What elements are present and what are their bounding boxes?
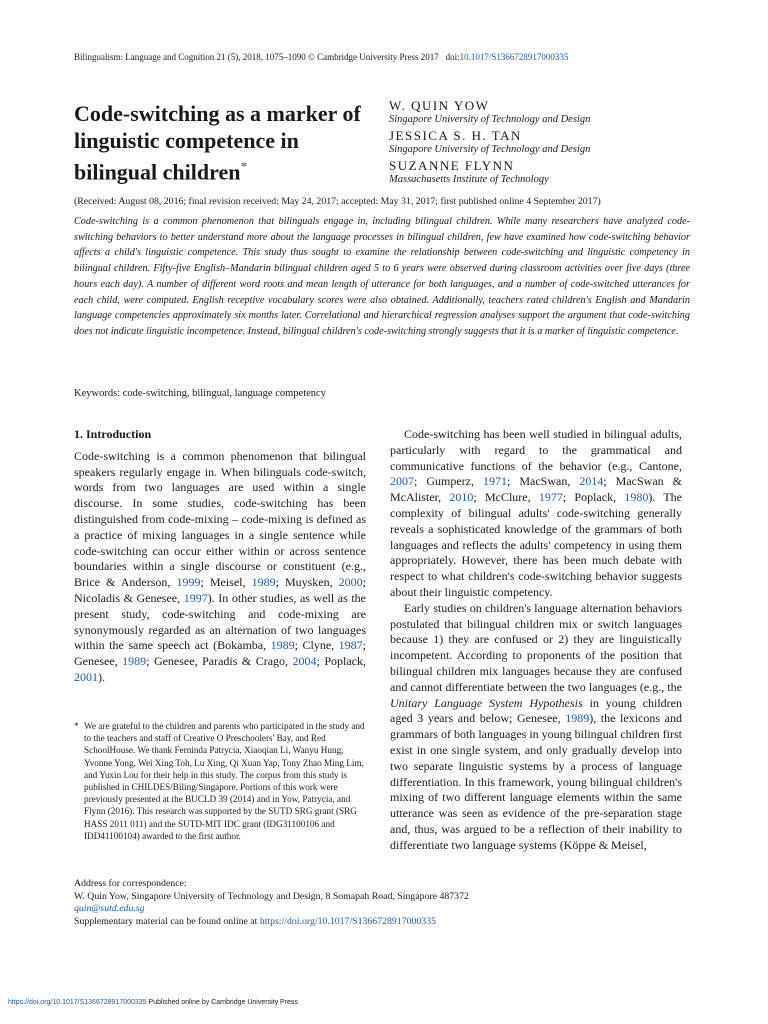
citation-link[interactable]: 1997 — [183, 590, 208, 605]
citation-link[interactable]: 2007 — [390, 474, 414, 489]
author-affiliation: Singapore University of Technology and Design — [389, 144, 591, 155]
running-head — [74, 52, 568, 62]
received-dates: (Received: August 08, 2016; final revision received: May 24, 2017; accepted: May 31, 2017; first published online 4 September 2017) — [74, 196, 601, 207]
citation-link[interactable]: 1980 — [624, 490, 649, 505]
author-block — [389, 98, 709, 188]
author-name: W. QUIN YOW — [389, 98, 490, 113]
author-name: JESSICA S. H. TAN — [389, 128, 522, 143]
citation-link[interactable]: 2004 — [292, 654, 317, 669]
citation-link[interactable]: 2010 — [449, 490, 474, 505]
citation-link[interactable]: 1977 — [538, 490, 563, 505]
citation-link[interactable]: 1971 — [483, 474, 507, 489]
address-line: W. Quin Yow, Singapore University of Technology and Design, 8 Somapah Road, Singapore 487372 — [74, 890, 469, 902]
author-affiliation: Singapore University of Technology and Design — [389, 114, 591, 125]
citation-link[interactable]: 1999 — [176, 575, 201, 590]
article-title — [74, 100, 374, 185]
doi-label: doi: — [445, 52, 460, 62]
footer-doi-link[interactable]: https://doi.org/10.1017/S1366728917000335 — [8, 999, 147, 1006]
footer-text: Published online by Cambridge University Press — [146, 999, 298, 1006]
page-footer — [8, 999, 298, 1006]
citation-link[interactable]: 1987 — [338, 638, 363, 653]
citation-link[interactable]: 1989 — [270, 638, 295, 653]
author-name: SUZANNE FLYNN — [389, 158, 515, 173]
section-heading: 1. Introduction — [74, 427, 152, 441]
citation-link[interactable]: 1989 — [251, 575, 276, 590]
acknowledgement-footnote — [74, 720, 366, 842]
emphasis-term: Unitary Language System Hypothesis — [390, 695, 583, 710]
citation-link[interactable]: 2001 — [74, 669, 98, 684]
supplementary-link[interactable]: https://doi.org/10.1017/S1366728917000335 — [259, 916, 436, 928]
title-footnote-marker[interactable]: * — [240, 160, 248, 175]
citation-link[interactable]: 2000 — [338, 575, 363, 590]
author-affiliation: Massachusetts Institute of Technology — [389, 174, 549, 185]
citation-link[interactable]: 1989 — [565, 711, 590, 726]
email-link[interactable]: quin@sutd.edu.sg — [74, 903, 145, 915]
left-column — [74, 427, 366, 686]
paragraph: Early studies on children's language alternation behaviors postulated that bilingual children mix or switch languages because 1) they are confused or 2) they are linguistically incompetent. According to proponents of the position that bilingual children mix languages because they are confused and cannot differentiate between the two languages (e.g., the Unitary Language System Hypothesis in young children aged 3 years and below; Genesee, 1989), the lexicons and grammars of both languages in young bilingual children first exist in one single system, and only gradually develop into two separate linguistic systems by a process of language differentiation. In this framework, young bilingual children's mixing of two different language elements within the same utterance was seen as evidence of the pre-separation stage and, thus, was argued to be a reflection of their inability to differentiate two language systems (Köppe & Meisel, — [390, 600, 683, 852]
address-label: Address for correspondence: — [74, 878, 187, 889]
doi-link[interactable]: 10.1017/S1366728917000335 — [459, 52, 569, 62]
right-column — [390, 427, 682, 854]
supplementary-line: Supplementary material can be found online at https://doi.org/10.1017/S1366728917000335 — [74, 916, 436, 928]
citation-link[interactable]: 1989 — [122, 654, 147, 669]
correspondence-block — [74, 878, 694, 929]
keywords: Keywords: code-switching, bilingual, language competency — [74, 388, 326, 399]
journal-citation: Bilingualism: Language and Cognition 21 (5), 2018, 1075–1090 © Cambridge University Press 2017 — [74, 52, 439, 62]
article-title-text: Code-switching as a marker of linguistic competence in bilingual children — [74, 101, 361, 185]
paragraph: Code-switching has been well studied in bilingual adults, particularly with regard to the grammatical and communicative functions of the behavior (e.g., Cantone, 2007; Gumperz, 1971; MacSwan, 2014; MacSwan & McAlister, 2010; McClure, 1977; Poplack, 1980). The complexity of bilingual adults' code-switching generally reveals a sophisticated knowledge of the grammars of both languages and reflects the adults' competency in using them appropriately. However, there has been much debate with respect to what children's code-switching behavior suggests about their linguistic competency. — [390, 427, 683, 599]
paragraph: Code-switching is a common phenomenon that bilingual speakers regularly engage in. When bilinguals code-switch, words from two languages are used within a single discourse. In some studies, code-switching has been distinguished from code-mixing – code-mixing is defined as a practice of mixing languages in a single sentence while code-switching can occur either within or across sentence boundaries within a single discourse or constituent (e.g., Brice & Anderson, 1999; Meisel, 1989; Muysken, 2000; Nicoladis & Genesee, 1997). In other studies, as well as the present study, code-switching and code-mixing are synonymously regarded as an alternation of two languages within the same speech act (Bokamba, 1989; Clyne, 1987; Genesee, 1989; Genesee, Paradis & Crago, 2004; Poplack, 2001). — [74, 448, 366, 684]
footnote-text: We are grateful to the children and parents who participated in the study and to the teachers and staff of Creative O Preschoolers' Bay, and Red SchoolHouse. We thank Ferninda Patrycia, Xiaoqian Li, Wanyu Hung, Yvonne Yong, Wei Xing Toh, Lu Xing, Qi Xuan Yap, Tony Zhao Ming Lim, and Yuxin Lou for their help in this study. The corpus from this study is published in CHILDES/Biling/Singapore. Portions of this work were previously presented at the BUCLD 39 (2014) and in Yow, Patrycia, and Flynn (2016). This research was supported by the SUTD SRG grant (SRG HASS 2011 011) and the SUTD-MIT IDC grant (IDG31100106 and IDD41100104) awarded to the first author. — [84, 721, 365, 841]
footnote-marker: * — [74, 721, 79, 731]
citation-link[interactable]: 2014 — [579, 474, 604, 489]
abstract: Code-switching is a common phenomenon that bilinguals engage in, including bilingual children. While many researchers have analyzed code-switching behaviors to better understand more about the language processes in bilingual children, few have examined how code-switching behavior affects a child's linguistic competence. This study thus sought to examine the relationship between code-switching and linguistic competency in bilingual children. Fifty-five English–Mandarin bilingual children aged 5 to 6 years were observed during classroom activities over five days (three hours each day). A number of different word roots and mean length of utterance for both languages, and a number of code-switched utterances for each child, were computed. English receptive vocabulary scores were also obtained. Additionally, teachers rated children's English and Mandarin language competencies approximately six months later. Correlational and hierarchical regression analyses support the argument that code-switching does not indicate linguistic incompetence. Instead, bilingual children's code-switching strongly suggests that it is a marker of linguistic competence. — [74, 216, 690, 337]
